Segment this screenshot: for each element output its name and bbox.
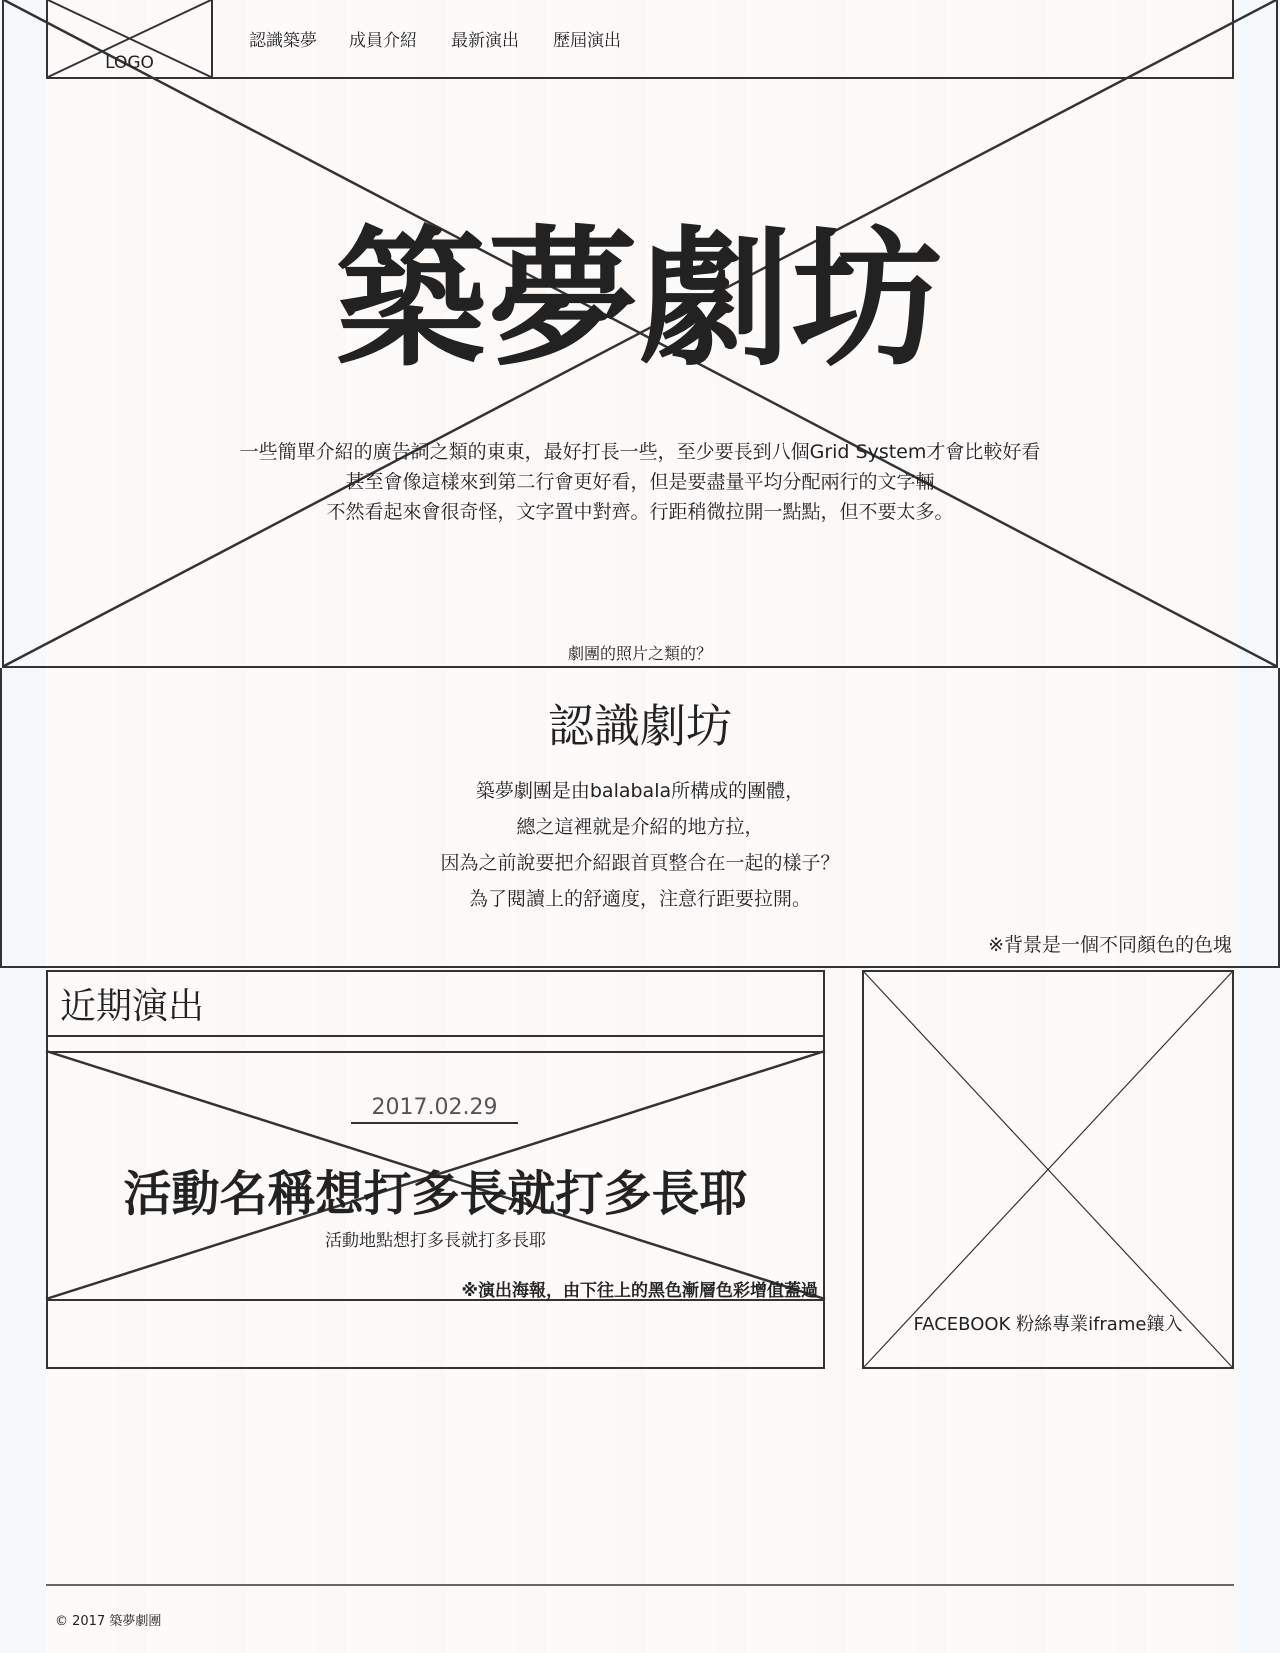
footer-copyright: © 2017 築夢劇團 <box>55 1614 162 1629</box>
nav-bar <box>46 0 1234 79</box>
poster-note: ※演出海報，由下往上的黑色漸層色彩增值蓋過 <box>461 1281 818 1301</box>
nav-item-history[interactable]: 歷屆演出 <box>553 31 621 51</box>
nav-item-latest[interactable]: 最新演出 <box>451 31 519 51</box>
hero-intro-line: 一些簡單介紹的廣告詞之類的東東，最好打長一些，至少要長到八個Grid System才會比較好看 <box>239 441 1041 463</box>
logo[interactable] <box>46 0 213 79</box>
event-name[interactable]: 活動名稱想打多長就打多長耶 <box>123 1166 748 1222</box>
event-place: 活動地點想打多長就打多長耶 <box>325 1231 546 1251</box>
recent-title: 近期演出 <box>60 986 205 1027</box>
nav-item-members[interactable]: 成員介紹 <box>349 31 417 51</box>
about-line: 因為之前說要把介紹跟首頁整合在一起的樣子？ <box>440 852 840 874</box>
logo-label: LOGO <box>105 53 154 73</box>
hero-photo-note: 劇團的照片之類的？ <box>567 644 712 663</box>
hero-title: 築夢劇坊 <box>335 213 944 387</box>
event-date: 2017.02.29 <box>351 1095 518 1124</box>
facebook-placeholder-cross <box>864 972 1232 1367</box>
hero-intro-line: 甚至會像這樣來到第二行會更好看，但是要盡量平均分配兩行的文字輛 <box>345 471 935 493</box>
hero-intro-line: 不然看起來會很奇怪，文字置中對齊。行距稍微拉開一點點，但不要太多。 <box>326 501 954 523</box>
about-line: 為了閱讀上的舒適度，注意行距要拉開。 <box>468 888 811 910</box>
footer-divider <box>46 1584 1234 1586</box>
about-line: 築夢劇團是由balabala所構成的團體， <box>475 780 805 802</box>
nav-item-about[interactable]: 認識築夢 <box>249 31 317 51</box>
about-background-note: ※背景是一個不同顏色的色塊 <box>988 934 1232 956</box>
facebook-embed-label: FACEBOOK 粉絲專業iframe鑲入 <box>913 1314 1183 1335</box>
about-line: 總之這裡就是介紹的地方拉， <box>516 816 764 838</box>
about-title: 認識劇坊 <box>548 699 732 753</box>
